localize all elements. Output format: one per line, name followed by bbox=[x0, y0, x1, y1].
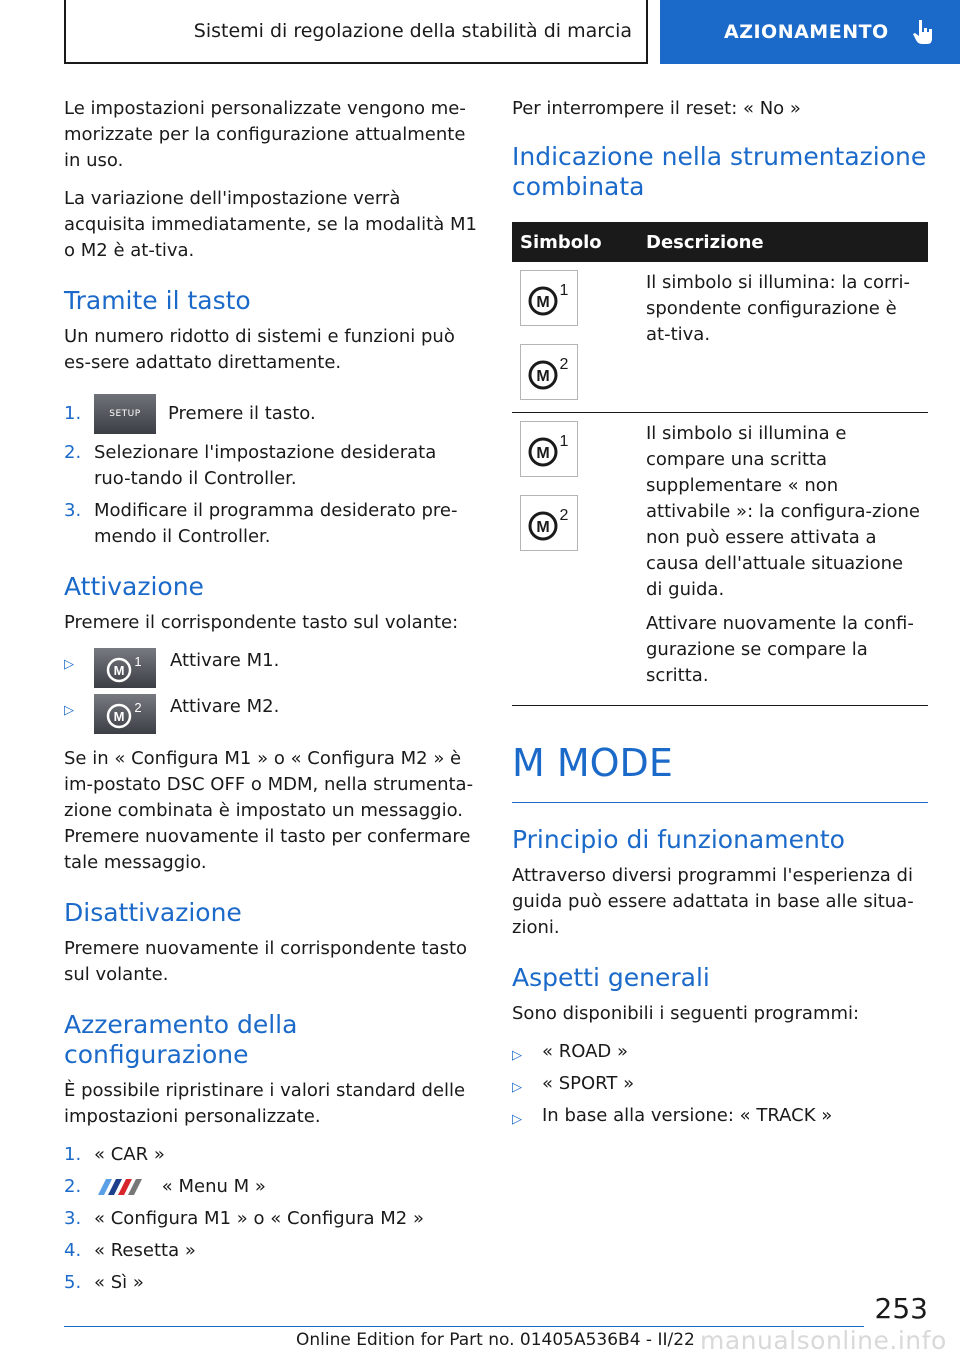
table-cell-description: Attivare nuovamente la confi-gurazione se compare la scritta. bbox=[646, 613, 914, 686]
indicazione-heading: Indicazione nella strumentazione combinata bbox=[512, 142, 927, 201]
tramite-heading: Tramite il tasto bbox=[64, 286, 251, 315]
azzeramento-text: È possibile ripristinare i valori standard delle impostazioni personalizzate. bbox=[64, 1080, 466, 1127]
setup-button-icon: SETUP bbox=[94, 394, 156, 434]
list-item: 1. SETUP Premere il tasto. bbox=[64, 394, 478, 434]
table-header-descrizione: Descrizione bbox=[638, 222, 928, 262]
attivazione-note: Se in « Configura M1 » o « Configura M2 » è im-postato DSC OFF o MDM, nella strumenta-zione combinata è impostato un messaggio. Premere nuovamente il tasto per confermare tale messaggio. bbox=[64, 748, 474, 873]
left-column bbox=[64, 96, 478, 1308]
list-item: 5. « Sì » bbox=[64, 1272, 144, 1293]
aspetti-heading: Aspetti generali bbox=[512, 963, 710, 992]
table-row bbox=[512, 413, 928, 706]
disattivazione-text: Premere nuovamente il corrispondente tasto sul volante. bbox=[64, 938, 468, 985]
m2-symbol-icon bbox=[520, 495, 578, 551]
m1-symbol-icon bbox=[520, 421, 578, 477]
list-item: 3. Modificare il programma desiderato pre-mendo il Controller. bbox=[64, 500, 458, 547]
table-cell-description: Il simbolo si illumina: la corri-spondente configurazione è at-tiva. bbox=[646, 272, 911, 345]
intro-paragraph-1: Le impostazioni personalizzate vengono me-morizzate per la configurazione attualmente in uso. bbox=[64, 98, 466, 171]
reset-cancel-text: Per interrompere il reset: « No » bbox=[512, 98, 801, 119]
svg-text:M: M bbox=[536, 294, 550, 311]
disattivazione-heading: Disattivazione bbox=[64, 898, 242, 927]
svg-text:1: 1 bbox=[559, 433, 569, 450]
aspetti-text: Sono disponibili i seguenti programmi: bbox=[512, 1003, 860, 1024]
list-item: 3. « Configura M1 » o « Configura M2 » bbox=[64, 1208, 424, 1229]
list-item: 4. « Resetta » bbox=[64, 1240, 196, 1261]
svg-text:M: M bbox=[113, 663, 125, 678]
hand-pointer-icon bbox=[913, 18, 935, 46]
table-header-simbolo: Simbolo bbox=[512, 222, 638, 262]
svg-text:2: 2 bbox=[559, 356, 569, 373]
table-cell-description: Il simbolo si illumina e compare una scritta supplementare « non attivabile »: la configura-zione non può essere attivata a causa dell'attuale situazione di guida. bbox=[646, 423, 920, 600]
page-number: 253 bbox=[874, 1292, 928, 1325]
svg-text:M: M bbox=[536, 519, 550, 536]
svg-text:M: M bbox=[536, 445, 550, 462]
header-title-box bbox=[64, 0, 648, 64]
header-section-tab bbox=[660, 0, 960, 64]
attivazione-text: Premere il corrispondente tasto sul volante: bbox=[64, 612, 459, 633]
footer-edition: Online Edition for Part no. 01405A536B4 - II/22 bbox=[296, 1330, 695, 1350]
azzeramento-heading: Azzeramento della configurazione bbox=[64, 1010, 298, 1069]
m2-symbol-icon bbox=[520, 344, 578, 400]
list-item: ▷ « ROAD » bbox=[512, 1041, 629, 1063]
principio-text: Attraverso diversi programmi l'esperienza di guida può essere adattata in base alle situa-zioni. bbox=[512, 865, 914, 938]
attivazione-heading: Attivazione bbox=[64, 572, 204, 601]
list-item: ▷ M 1 Attivare M1. bbox=[64, 648, 478, 688]
header-title: Sistemi di regolazione della stabilità di marcia bbox=[193, 20, 632, 42]
attivazione-bullets bbox=[64, 648, 478, 734]
right-column bbox=[512, 96, 928, 1141]
list-item: 2. Selezionare l'impostazione desiderata ruo-tando il Controller. bbox=[64, 442, 437, 489]
mmode-title: M MODE bbox=[512, 740, 928, 803]
svg-text:M: M bbox=[113, 709, 125, 724]
watermark: manualsonline.info bbox=[700, 1326, 947, 1355]
tramite-text: Un numero ridotto di sistemi e funzioni può es-sere adattato direttamente. bbox=[64, 326, 455, 373]
header-section-label: AZIONAMENTO bbox=[724, 21, 889, 43]
list-item: ▷ « SPORT » bbox=[512, 1073, 635, 1095]
azzeramento-steps bbox=[64, 1142, 478, 1296]
tramite-steps bbox=[64, 394, 478, 550]
list-item: 2. « Menu M » bbox=[64, 1176, 266, 1197]
svg-text:1: 1 bbox=[559, 282, 569, 299]
svg-text:M: M bbox=[536, 368, 550, 385]
list-item: ▷ M 2 Attivare M2. bbox=[64, 694, 478, 734]
m2-button-icon bbox=[94, 694, 156, 734]
m1-button-icon bbox=[94, 648, 156, 688]
list-item: ▷ In base alla versione: « TRACK » bbox=[512, 1105, 833, 1127]
list-item: 1. « CAR » bbox=[64, 1144, 165, 1165]
svg-text:2: 2 bbox=[134, 700, 142, 715]
m-stripes-icon bbox=[94, 1177, 146, 1197]
svg-text:2: 2 bbox=[559, 507, 569, 524]
svg-text:1: 1 bbox=[134, 654, 142, 669]
m1-symbol-icon bbox=[520, 270, 578, 326]
principio-heading: Principio di funzionamento bbox=[512, 825, 845, 854]
programs-list bbox=[512, 1039, 928, 1129]
intro-paragraph-2: La variazione dell'impostazione verrà acquisita immediatamente, se la modalità M1 o M2 è at-tiva. bbox=[64, 188, 477, 261]
symbol-table bbox=[512, 222, 928, 706]
table-row bbox=[512, 262, 928, 413]
